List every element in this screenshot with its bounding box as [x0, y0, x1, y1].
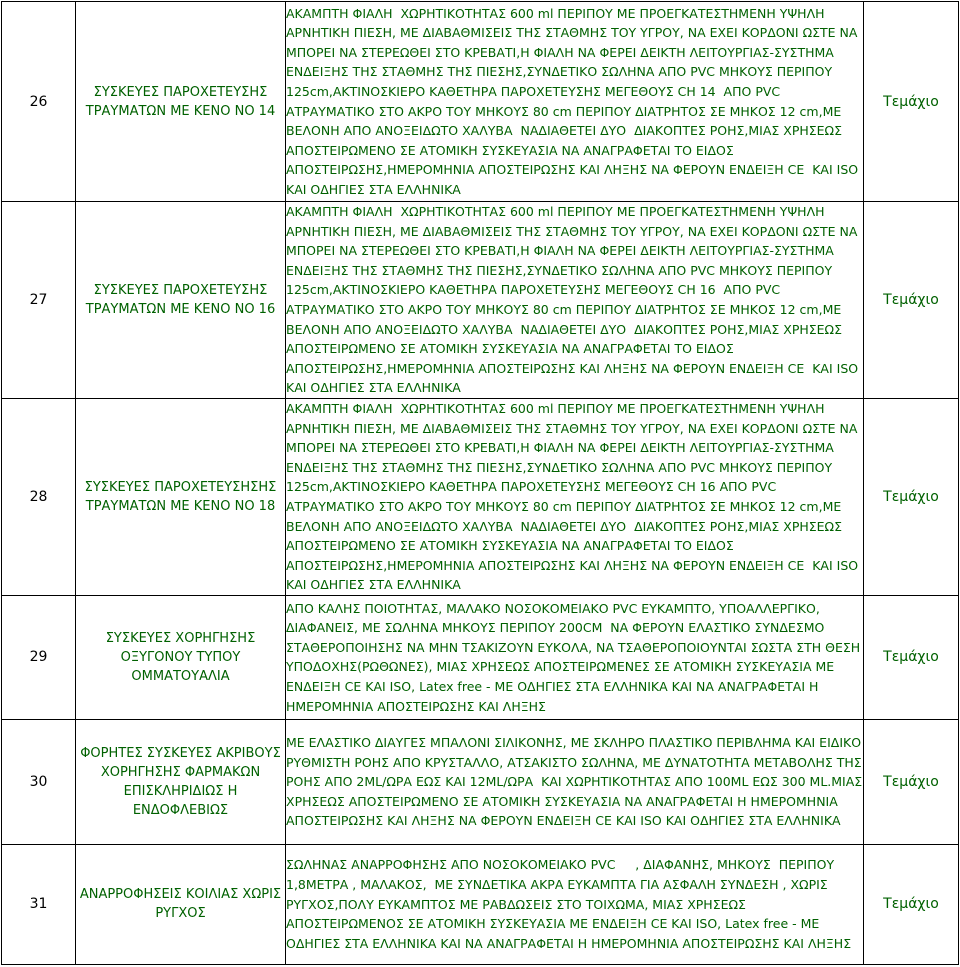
table-row — [2, 719, 959, 844]
specification-table — [1, 1, 959, 965]
item-description: ΜΕ ΕΛΑΣΤΙΚΟ ΔΙΑΥΓΕΣ ΜΠΑΛΟΝΙ ΣΙΛΙΚΟΝΗΣ, ΜΕ ΣΚΛΗΡΟ ΠΛΑΣΤΙΚΟ ΠΕΡΙΒΛΗΜΑ ΚΑΙ ΕΙΔΙΚΟ ΡΥΘΜΙΣΤΗ ΡΟΗΣ ΑΠΟ ΚΡΥΣΤΑΛΛΟ, ΑΤΣΑΚΙΣΤΟ ΣΩΛΗΝΑ, ΜΕ ΔΥΝΑΤΟΤΗΤΑ ΜΕΤΑΒΟΛΗΣ ΤΗΣ ΡΟΗΣ ΑΠΟ 2ML/ΩΡΑ ΕΩΣ ΚΑΙ 12ML/ΩΡΑ ΚΑΙ ΧΩΡΗΤΙΚΟΤΗΤΑΣ ΑΠΟ 100ML ΕΩΣ 300 ML.ΜΙΑΣ ΧΡΗΣΕΩΣ ΑΠΟΣΤΕΙΡΩΜΕΝΟ ΣΕ ΑΤΟΜΙΚΗ ΣΥΣΚΕΥΑΣΙΑ ΝΑ ΑΝΑΓΡΑΦΕΤΑΙ Η ΗΜΕΡΟΜΗΝΙΑ ΑΠΟΣΤΕΙΡΩΣΗΣ ΚΑΙ ΛΗΞΗΣ ΝΑ ΦΕΡΟΥΝ ΕΝΔΕΙΞΗ CE ΚΑΙ ISO ΚΑΙ ΟΔΗΓΙΕΣ ΣΤΑ ΕΛΛΗΝΙΚΑ — [286, 719, 864, 844]
item-description: ΑΚΑΜΠΤΗ ΦΙΑΛΗ ΧΩΡΗΤΙΚΟΤΗΤΑΣ 600 ml ΠΕΡΙΠΟΥ ΜΕ ΠΡΟΕΓΚΑΤΕΣΤΗΜΕΝΗ ΥΨΗΛΗ ΑΡΝΗΤΙΚΗ ΠΙΕΣΗ, ΜΕ ΔΙΑΒΑΘΜΙΣΕΙΣ ΤΗΣ ΣΤΑΘΜΗΣ ΤΟΥ ΥΓΡΟΥ, ΝΑ ΕΧΕΙ ΚΟΡΔΟΝΙ ΩΣΤΕ ΝΑ ΜΠΟΡΕΙ ΝΑ ΣΤΕΡΕΩΘΕΙ ΣΤΟ ΚΡΕΒΑΤΙ,Η ΦΙΑΛΗ ΝΑ ΦΕΡΕΙ ΔΕΙΚΤΗ ΛΕΙΤΟΥΡΓΙΑΣ-ΣΥΣΤΗΜΑ ΕΝΔΕΙΞΗΣ ΤΗΣ ΣΤΑΘΜΗΣ ΤΗΣ ΠΙΕΣΗΣ,ΣΥΝΔΕΤΙΚΟ ΣΩΛΗΝΑ ΑΠΟ PVC ΜΗΚΟΥΣ ΠΕΡΙΠΟΥ 125cm,ΑΚΤΙΝΟΣΚΙΕΡΟ ΚΑΘΕΤΗΡΑ ΠΑΡΟΧΕΤΕΥΣΗΣ ΜΕΓΕΘΟΥΣ CH 14 ΑΠΟ PVC ΑΤΡΑΥΜΑΤΙΚΟ ΣΤΟ ΑΚΡΟ ΤΟΥ ΜΗΚΟΥΣ 80 cm ΠΕΡΙΠΟΥ ΔΙΑΤΡΗΤΟΣ ΣΕ ΜΗΚΟΣ 12 cm,ΜΕ ΒΕΛΟΝΗ ΑΠΟ ΑΝΟΞΕΙΔΩΤΟ ΧΑΛΥΒΑ ΝΑΔΙΑΘΕΤΕΙ ΔΥΟ ΔΙΑΚΟΠΤΕΣ ΡΟΗΣ,ΜΙΑΣ ΧΡΗΣΕΩΣ ΑΠΟΣΤΕΙΡΩΜΕΝΟ ΣΕ ΑΤΟΜΙΚΗ ΣΥΣΚΕΥΑΣΙΑ ΝΑ ΑΝΑΓΡΑΦΕΤΑΙ ΤΟ ΕΙΔΟΣ ΑΠΟΣΤΕΙΡΩΣΗΣ,ΗΜΕΡΟΜΗΝΙΑ ΑΠΟΣΤΕΙΡΩΣΗΣ ΚΑΙ ΛΗΞΗΣ ΝΑ ΦΕΡΟΥΝ ΕΝΔΕΙΞΗ CE ΚΑΙ ISO ΚΑΙ ΟΔΗΓΙΕΣ ΣΤΑ ΕΛΛΗΝΙΚΑ — [286, 2, 864, 202]
item-unit: Τεμάχιο — [864, 719, 959, 844]
item-description: ΣΩΛΗΝΑΣ ΑΝΑΡΡΟΦΗΣΗΣ ΑΠΟ ΝΟΣΟΚΟΜΕΙΑΚΟ PVC , ΔΙΑΦΑΝΗΣ, ΜΗΚΟΥΣ ΠΕΡΙΠΟΥ 1,8ΜΕΤΡΑ , ΜΑΛΑΚΟΣ, ΜΕ ΣΥΝΔΕΤΙΚΑ ΑΚΡΑ ΕΥΚΑΜΠΤΑ ΓΙΑ ΑΣΦΑΛΗ ΣΥΝΔΕΣΗ , ΧΩΡΙΣ ΡΥΓΧΟΣ,ΠΟΛΥ ΕΥΚΑΜΠΤΟΣ ΜΕ ΡΑΒΔΩΣΕΙΣ ΣΤΟ ΤΟΙΧΩΜΑ, ΜΙΑΣ ΧΡΗΣΕΩΣ ΑΠΟΣΤΕΙΡΩΜΕΝΟΣ ΣΕ ΑΤΟΜΙΚΗ ΣΥΣΚΕΥΑΣΙΑ ΜΕ ΕΝΔΕΙΞΗ CE ΚΑΙ ISO, Latex free - ΜΕ ΟΔΗΓΙΕΣ ΣΤΑ ΕΛΛΗΝΙΚΑ ΚΑΙ ΝΑ ΑΝΑΓΡΑΦΕΤΑΙ Η ΗΜΕΡΟΜΗΝΙΑ ΑΠΟΣΤΕΙΡΩΣΗΣ ΚΑΙ ΛΗΞΗΣ — [286, 844, 864, 964]
item-unit: Τεμάχιο — [864, 844, 959, 964]
item-number: 30 — [2, 719, 76, 844]
item-description: ΑΚΑΜΠΤΗ ΦΙΑΛΗ ΧΩΡΗΤΙΚΟΤΗΤΑΣ 600 ml ΠΕΡΙΠΟΥ ΜΕ ΠΡΟΕΓΚΑΤΕΣΤΗΜΕΝΗ ΥΨΗΛΗ ΑΡΝΗΤΙΚΗ ΠΙΕΣΗ, ΜΕ ΔΙΑΒΑΘΜΙΣΕΙΣ ΤΗΣ ΣΤΑΘΜΗΣ ΤΟΥ ΥΓΡΟΥ, ΝΑ ΕΧΕΙ ΚΟΡΔΟΝΙ ΩΣΤΕ ΝΑ ΜΠΟΡΕΙ ΝΑ ΣΤΕΡΕΩΘΕΙ ΣΤΟ ΚΡΕΒΑΤΙ,Η ΦΙΑΛΗ ΝΑ ΦΕΡΕΙ ΔΕΙΚΤΗ ΛΕΙΤΟΥΡΓΙΑΣ-ΣΥΣΤΗΜΑ ΕΝΔΕΙΞΗΣ ΤΗΣ ΣΤΑΘΜΗΣ ΤΗΣ ΠΙΕΣΗΣ,ΣΥΝΔΕΤΙΚΟ ΣΩΛΗΝΑ ΑΠΟ PVC ΜΗΚΟΥΣ ΠΕΡΙΠΟΥ 125cm,ΑΚΤΙΝΟΣΚΙΕΡΟ ΚΑΘΕΤΗΡΑ ΠΑΡΟΧΕΤΕΥΣΗΣ ΜΕΓΕΘΟΥΣ CH 16 ΑΠΟ PVC ΑΤΡΑΥΜΑΤΙΚΟ ΣΤΟ ΑΚΡΟ ΤΟΥ ΜΗΚΟΥΣ 80 cm ΠΕΡΙΠΟΥ ΔΙΑΤΡΗΤΟΣ ΣΕ ΜΗΚΟΣ 12 cm,ΜΕ ΒΕΛΟΝΗ ΑΠΟ ΑΝΟΞΕΙΔΩΤΟ ΧΑΛΥΒΑ ΝΑΔΙΑΘΕΤΕΙ ΔΥΟ ΔΙΑΚΟΠΤΕΣ ΡΟΗΣ,ΜΙΑΣ ΧΡΗΣΕΩΣ ΑΠΟΣΤΕΙΡΩΜΕΝΟ ΣΕ ΑΤΟΜΙΚΗ ΣΥΣΚΕΥΑΣΙΑ ΝΑ ΑΝΑΓΡΑΦΕΤΑΙ ΤΟ ΕΙΔΟΣ ΑΠΟΣΤΕΙΡΩΣΗΣ,ΗΜΕΡΟΜΗΝΙΑ ΑΠΟΣΤΕΙΡΩΣΗΣ ΚΑΙ ΛΗΞΗΣ ΝΑ ΦΕΡΟΥΝ ΕΝΔΕΙΞΗ CE ΚΑΙ ISO ΚΑΙ ΟΔΗΓΙΕΣ ΣΤΑ ΕΛΛΗΝΙΚΑ — [286, 202, 864, 399]
item-number: 26 — [2, 2, 76, 202]
item-unit: Τεμάχιο — [864, 595, 959, 719]
item-name: ΣΥΣΚΕΥΕΣ ΠΑΡΟΧΕΤΕΥΣΗΣ ΤΡΑΥΜΑΤΩΝ ΜΕ ΚΕΝΟ ΝΟ 14 — [76, 2, 286, 202]
table-row — [2, 595, 959, 719]
item-unit: Τεμάχιο — [864, 2, 959, 202]
table-row — [2, 398, 959, 595]
item-number: 29 — [2, 595, 76, 719]
item-name: ΣΥΣΚΕΥΕΣ ΧΟΡΗΓΗΣΗΣ ΟΞΥΓΟΝΟΥ ΤΥΠΟΥ ΟΜΜΑΤΟΥΑΛΙΑ — [76, 595, 286, 719]
table-row — [2, 202, 959, 399]
item-name: ΣΥΣΚΕΥΕΣ ΠΑΡΟΧΕΤΕΥΣΗΣΗΣ ΤΡΑΥΜΑΤΩΝ ΜΕ ΚΕΝΟ ΝΟ 18 — [76, 398, 286, 595]
item-description: ΑΠΟ ΚΑΛΗΣ ΠΟΙΟΤΗΤΑΣ, ΜΑΛΑΚΟ ΝΟΣΟΚΟΜΕΙΑΚΟ PVC ΕΥΚΑΜΠΤΟ, ΥΠΟΑΛΛΕΡΓΙΚΟ, ΔΙΑΦΑΝΕΙΣ, ΜΕ ΣΩΛΗΝΑ ΜΗΚΟΥΣ ΠΕΡΙΠΟΥ 200CM ΝΑ ΦΕΡΟΥΝ ΕΛΑΣΤΙΚΟ ΣΥΝΔΕΣΜΟ ΣΤΑΘΕΡΟΠΟΙΗΣΗΣ ΝΑ ΜΗΝ ΤΣΑΚΙΖΟΥΝ ΕΥΚΟΛΑ, ΝΑ ΤΣΑΘΕΡΟΠΟΙΟΥΝΤΑΙ ΣΩΣΤΑ ΣΤΗ ΘΕΣΗ ΥΠΟΔΟΧΗΣ(ΡΩΘΩΝΕΣ), ΜΙΑΣ ΧΡΗΣΕΩΣ ΑΠΟΣΤΕΙΡΩΜΕΝΕΣ ΣΕ ΑΤΟΜΙΚΗ ΣΥΣΚΕΥΑΣΙΑ ΜΕ ΕΝΔΕΙΞΗ CE ΚΑΙ ISO, Latex free - ΜΕ ΟΔΗΓΙΕΣ ΣΤΑ ΕΛΛΗΝΙΚΑ ΚΑΙ ΝΑ ΑΝΑΓΡΑΦΕΤΑΙ Η ΗΜΕΡΟΜΗΝΙΑ ΑΠΟΣΤΕΙΡΩΣΗΣ ΚΑΙ ΛΗΞΗΣ — [286, 595, 864, 719]
table-row — [2, 2, 959, 202]
item-number: 31 — [2, 844, 76, 964]
item-name: ΦΟΡΗΤΕΣ ΣΥΣΚΕΥΕΣ ΑΚΡΙΒΟΥΣ ΧΟΡΗΓΗΣΗΣ ΦΑΡΜΑΚΩΝ ΕΠΙΣΚΛΗΡΙΔΙΩΣ Η ΕΝΔΟΦΛΕΒΙΩΣ — [76, 719, 286, 844]
item-number: 27 — [2, 202, 76, 399]
item-name: ΑΝΑΡΡΟΦΗΣΕΙΣ ΚΟΙΛΙΑΣ ΧΩΡΙΣ ΡΥΓΧΟΣ — [76, 844, 286, 964]
table-row — [2, 844, 959, 964]
item-description: ΑΚΑΜΠΤΗ ΦΙΑΛΗ ΧΩΡΗΤΙΚΟΤΗΤΑΣ 600 ml ΠΕΡΙΠΟΥ ΜΕ ΠΡΟΕΓΚΑΤΕΣΤΗΜΕΝΗ ΥΨΗΛΗ ΑΡΝΗΤΙΚΗ ΠΙΕΣΗ, ΜΕ ΔΙΑΒΑΘΜΙΣΕΙΣ ΤΗΣ ΣΤΑΘΜΗΣ ΤΟΥ ΥΓΡΟΥ, ΝΑ ΕΧΕΙ ΚΟΡΔΟΝΙ ΩΣΤΕ ΝΑ ΜΠΟΡΕΙ ΝΑ ΣΤΕΡΕΩΘΕΙ ΣΤΟ ΚΡΕΒΑΤΙ,Η ΦΙΑΛΗ ΝΑ ΦΕΡΕΙ ΔΕΙΚΤΗ ΛΕΙΤΟΥΡΓΙΑΣ-ΣΥΣΤΗΜΑ ΕΝΔΕΙΞΗΣ ΤΗΣ ΣΤΑΘΜΗΣ ΤΗΣ ΠΙΕΣΗΣ,ΣΥΝΔΕΤΙΚΟ ΣΩΛΗΝΑ ΑΠΟ PVC ΜΗΚΟΥΣ ΠΕΡΙΠΟΥ 125cm,ΑΚΤΙΝΟΣΚΙΕΡΟ ΚΑΘΕΤΗΡΑ ΠΑΡΟΧΕΤΕΥΣΗΣ ΜΕΓΕΘΟΥΣ CH 16 ΑΠΟ PVC ΑΤΡΑΥΜΑΤΙΚΟ ΣΤΟ ΑΚΡΟ ΤΟΥ ΜΗΚΟΥΣ 80 cm ΠΕΡΙΠΟΥ ΔΙΑΤΡΗΤΟΣ ΣΕ ΜΗΚΟΣ 12 cm,ΜΕ ΒΕΛΟΝΗ ΑΠΟ ΑΝΟΞΕΙΔΩΤΟ ΧΑΛΥΒΑ ΝΑΔΙΑΘΕΤΕΙ ΔΥΟ ΔΙΑΚΟΠΤΕΣ ΡΟΗΣ,ΜΙΑΣ ΧΡΗΣΕΩΣ ΑΠΟΣΤΕΙΡΩΜΕΝΟ ΣΕ ΑΤΟΜΙΚΗ ΣΥΣΚΕΥΑΣΙΑ ΝΑ ΑΝΑΓΡΑΦΕΤΑΙ ΤΟ ΕΙΔΟΣ ΑΠΟΣΤΕΙΡΩΣΗΣ,ΗΜΕΡΟΜΗΝΙΑ ΑΠΟΣΤΕΙΡΩΣΗΣ ΚΑΙ ΛΗΞΗΣ ΝΑ ΦΕΡΟΥΝ ΕΝΔΕΙΞΗ CE ΚΑΙ ISO ΚΑΙ ΟΔΗΓΙΕΣ ΣΤΑ ΕΛΛΗΝΙΚΑ — [286, 398, 864, 595]
item-unit: Τεμάχιο — [864, 202, 959, 399]
item-name: ΣΥΣΚΕΥΕΣ ΠΑΡΟΧΕΤΕΥΣΗΣ ΤΡΑΥΜΑΤΩΝ ΜΕ ΚΕΝΟ ΝΟ 16 — [76, 202, 286, 399]
item-number: 28 — [2, 398, 76, 595]
item-unit: Τεμάχιο — [864, 398, 959, 595]
